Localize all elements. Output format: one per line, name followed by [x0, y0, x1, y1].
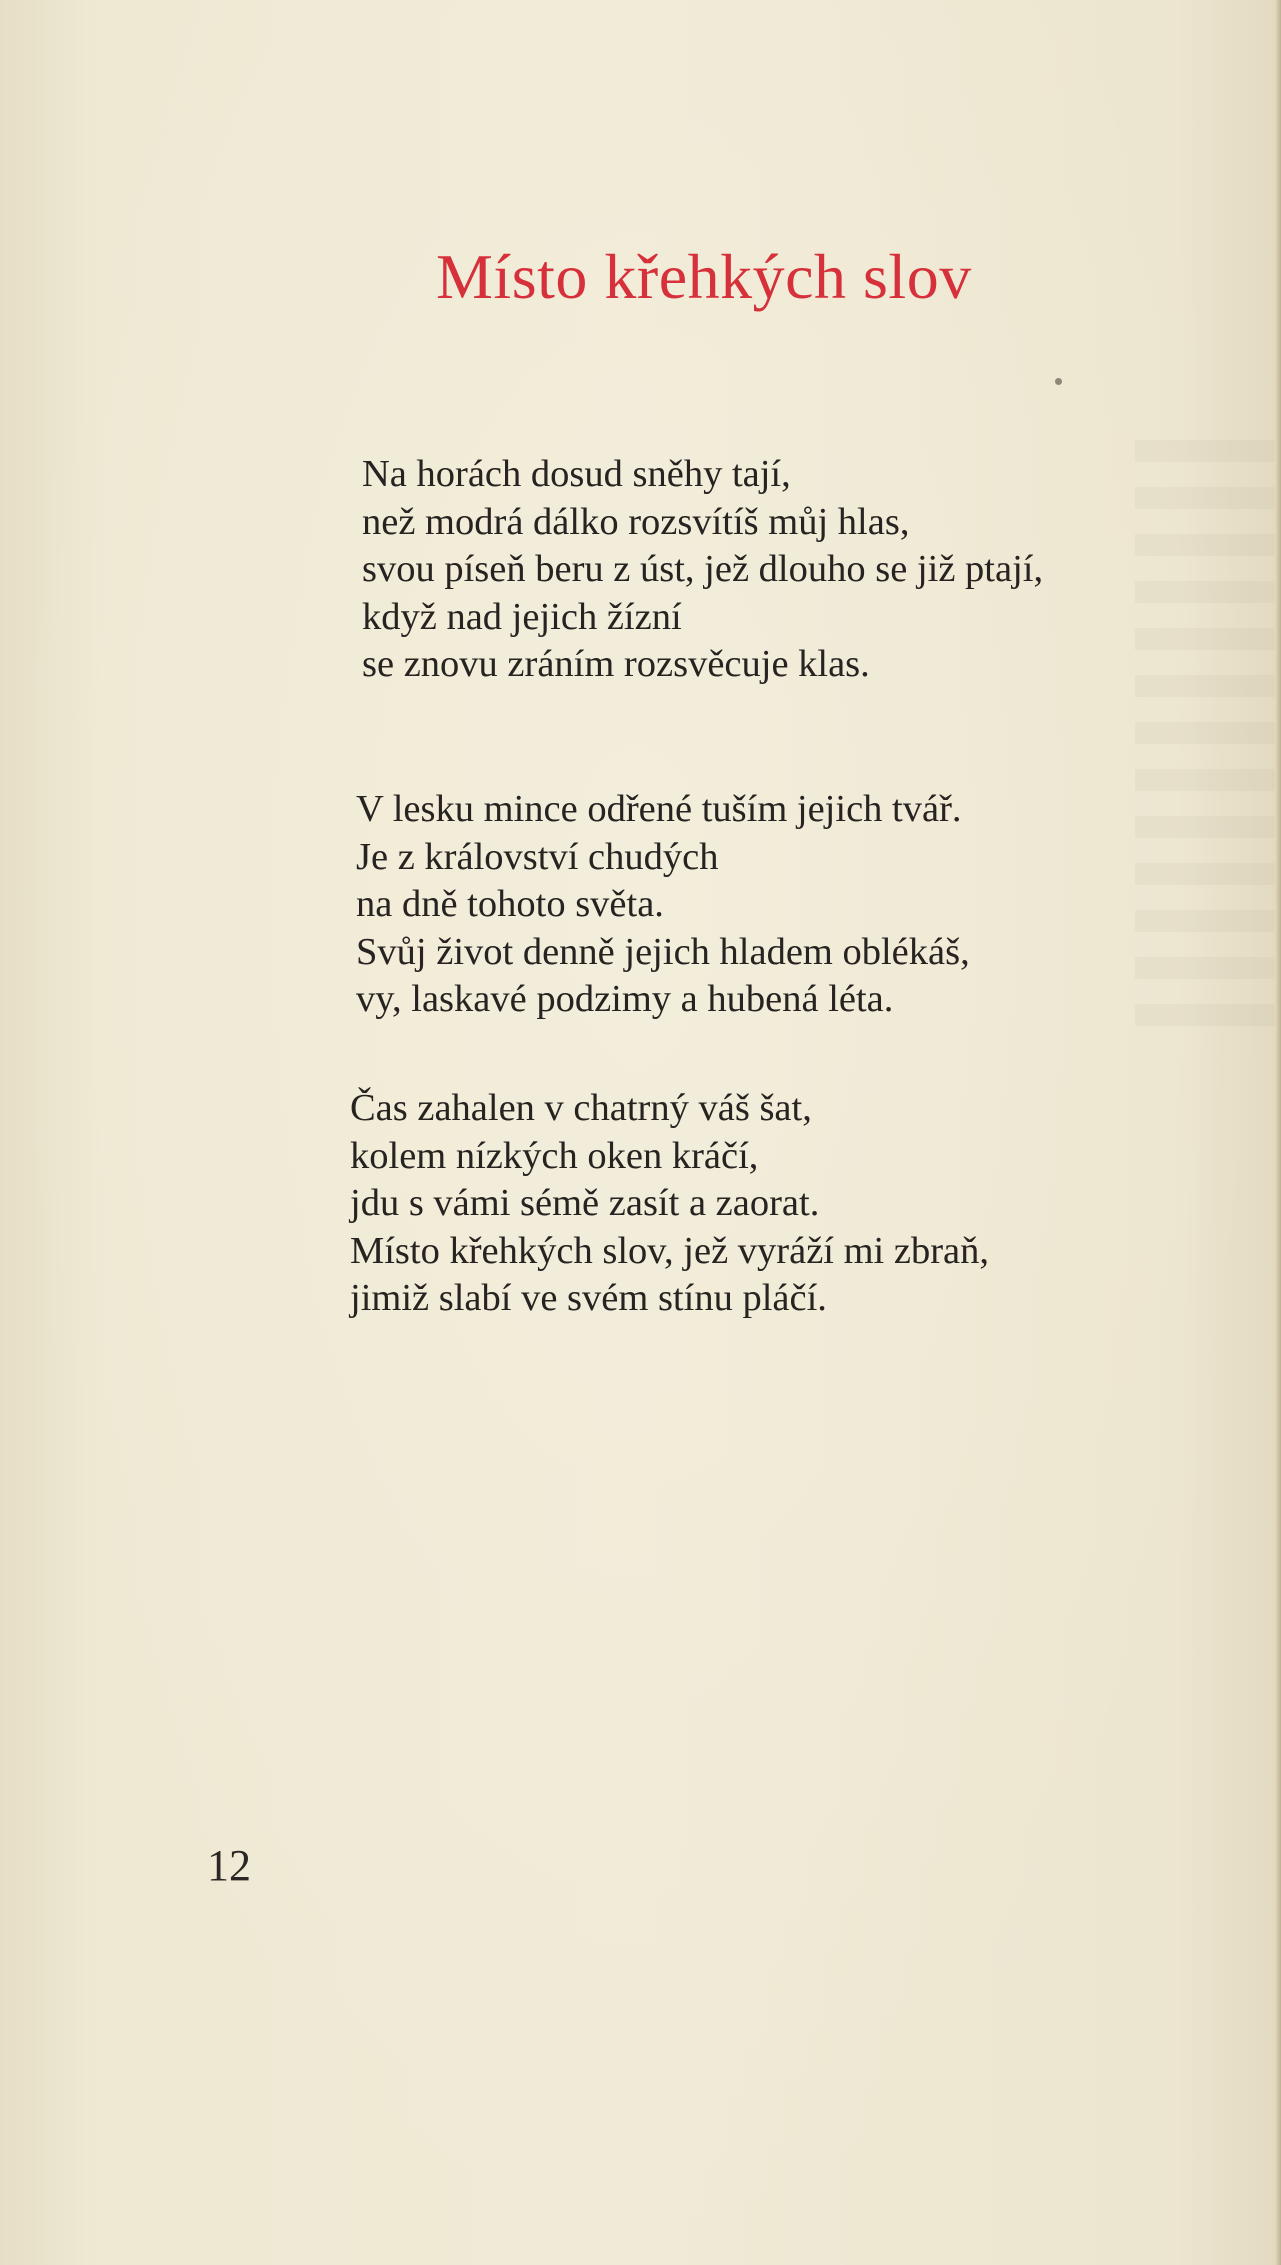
- stanza-3: [350, 1085, 989, 1323]
- verse-line: svou píseň beru z úst, jež dlouho se již ptají,: [362, 548, 1044, 590]
- verse-line: V lesku mince odřené tuším jejich tvář.: [356, 788, 962, 830]
- verse-line: než modrá dálko rozsvítíš můj hlas,: [362, 500, 910, 543]
- verse-line: Místo křehkých slov, jež vyráží mi zbraň,: [350, 1229, 989, 1272]
- verse-line: Svůj život denně jejich hladem oblékáš,: [356, 930, 970, 973]
- verse-line: Na horách dosud sněhy tají,: [362, 453, 791, 495]
- verse-line: jimiž slabí ve svém stínu pláčí.: [350, 1277, 827, 1319]
- paper-speck: [1055, 378, 1062, 385]
- page-edge-shadow: [1275, 0, 1281, 2265]
- verse-line: Čas zahalen v chatrný váš šat,: [350, 1087, 812, 1129]
- verse-line: když nad jejich žízní: [362, 595, 682, 638]
- page-number: 12: [207, 1841, 251, 1890]
- verse-line: se znovu zráním rozsvěcuje klas.: [362, 643, 870, 685]
- verse-line: jdu s vámi sémě zasít a zaorat.: [350, 1182, 820, 1224]
- stanza-2: [356, 786, 970, 1024]
- verse-line: Je z království chudých: [356, 835, 719, 878]
- verse-line: vy, laskavé podzimy a hubená léta.: [356, 978, 894, 1020]
- verse-line: na dně tohoto světa.: [356, 883, 664, 925]
- show-through-text: [1135, 440, 1275, 1040]
- verse-line: kolem nízkých oken kráčí,: [350, 1134, 759, 1177]
- poem-title: Místo křehkých slov: [436, 241, 972, 312]
- stanza-1: [362, 451, 1043, 689]
